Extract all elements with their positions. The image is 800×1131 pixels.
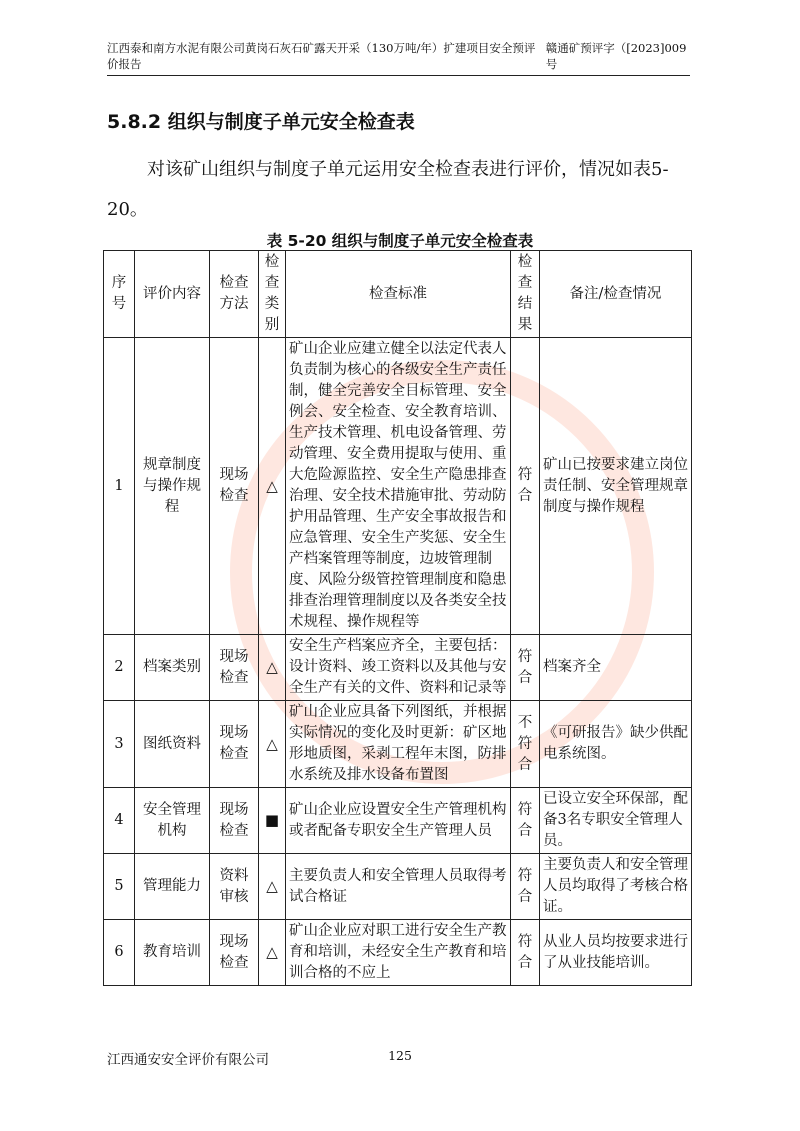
row-result: 符合 [511, 854, 540, 920]
row-category: △ [259, 854, 286, 920]
header-report-number: 赣通矿预评字（[2023]009号 [545, 41, 687, 71]
row-method: 现场检查 [210, 701, 259, 788]
row-result: 符合 [511, 635, 540, 701]
row-standard: 矿山企业应设置安全生产管理机构或者配备专职安全生产管理人员 [286, 788, 511, 854]
row-note: 《可研报告》缺少供配电系统图。 [540, 701, 692, 788]
table-row [104, 854, 692, 920]
safety-checklist-table [103, 250, 692, 986]
row-note: 档案齐全 [540, 635, 692, 701]
header-no: 序号 [104, 251, 135, 338]
table-row [104, 338, 692, 635]
row-item: 图纸资料 [135, 701, 210, 788]
table-row [104, 635, 692, 701]
row-category: ■ [259, 788, 286, 854]
footer-company: 江西通安安全评价有限公司 [107, 1052, 269, 1068]
header-method: 检查方法 [210, 251, 259, 338]
section-title: 5.8.2 组织与制度子单元安全检查表 [107, 111, 415, 133]
row-category: △ [259, 701, 286, 788]
page-header [107, 41, 690, 76]
row-standard: 矿山企业应具备下列图纸，并根据实际情况的变化及时更新：矿区地形地质图，采剥工程年末图，防排水系统及排水设备布置图 [286, 701, 511, 788]
row-note: 从业人员均按要求进行了从业技能培训。 [540, 920, 692, 986]
header-report-title: 江西泰和南方水泥有限公司黄岗石灰石矿露天开采（130万吨/年）扩建项目安全预评价报告 [107, 41, 536, 71]
row-item: 安全管理机构 [135, 788, 210, 854]
row-note: 主要负责人和安全管理人员均取得了考核合格证。 [540, 854, 692, 920]
row-result: 符合 [511, 338, 540, 635]
row-note: 矿山已按要求建立岗位责任制、安全管理规章制度与操作规程 [540, 338, 692, 635]
row-no: 3 [104, 701, 135, 788]
row-standard: 矿山企业应建立健全以法定代表人负责制为核心的各级安全生产责任制，健全完善安全目标管理、安全例会、安全检查、安全教育培训、生产技术管理、机电设备管理、劳动管理、安全费用提取与使用、重大危险源监控、安全生产隐患排查治理、安全技术措施审批、劳动防护用品管理、生产安全事故报告和应急管理、安全生产奖惩、安全生产档案管理等制度，边坡管理制度、风险分级管控管理制度和隐患排查治理管理制度以及各类安全技术规程、操作规程等 [286, 338, 511, 635]
row-item: 规章制度与操作规程 [135, 338, 210, 635]
header-result: 检查结果 [511, 251, 540, 338]
row-no: 1 [104, 338, 135, 635]
table-title: 表 5-20 组织与制度子单元安全检查表 [266, 232, 534, 250]
row-no: 5 [104, 854, 135, 920]
row-note: 已设立安全环保部，配备3名专职安全管理人员。 [540, 788, 692, 854]
row-category: △ [259, 920, 286, 986]
row-standard: 安全生产档案应齐全，主要包括：设计资料、竣工资料以及其他与安全生产有关的文件、资料和记录等 [286, 635, 511, 701]
header-standard: 检查标准 [286, 251, 511, 338]
row-result: 符合 [511, 920, 540, 986]
row-method: 现场检查 [210, 788, 259, 854]
row-no: 2 [104, 635, 135, 701]
row-method: 现场检查 [210, 920, 259, 986]
row-method: 现场检查 [210, 338, 259, 635]
row-no: 6 [104, 920, 135, 986]
header-item: 评价内容 [135, 251, 210, 338]
row-item: 管理能力 [135, 854, 210, 920]
table-row [104, 788, 692, 854]
page-number: 125 [388, 1048, 412, 1063]
row-category: △ [259, 338, 286, 635]
row-result: 符合 [511, 788, 540, 854]
table-header-row [104, 251, 692, 338]
header-category: 检查类别 [259, 251, 286, 338]
row-no: 4 [104, 788, 135, 854]
row-item: 档案类别 [135, 635, 210, 701]
table-row [104, 920, 692, 986]
row-standard: 主要负责人和安全管理人员取得考试合格证 [286, 854, 511, 920]
table-row [104, 701, 692, 788]
intro-paragraph: 对该矿山组织与制度子单元运用安全检查表进行评价，情况如表5-20。 [107, 159, 669, 220]
row-category: △ [259, 635, 286, 701]
header-note: 备注/检查情况 [540, 251, 692, 338]
row-standard: 矿山企业应对职工进行安全生产教育和培训，未经安全生产教育和培训合格的不应上 [286, 920, 511, 986]
row-result: 不符合 [511, 701, 540, 788]
row-method: 现场检查 [210, 635, 259, 701]
row-item: 教育培训 [135, 920, 210, 986]
row-method: 资料审核 [210, 854, 259, 920]
